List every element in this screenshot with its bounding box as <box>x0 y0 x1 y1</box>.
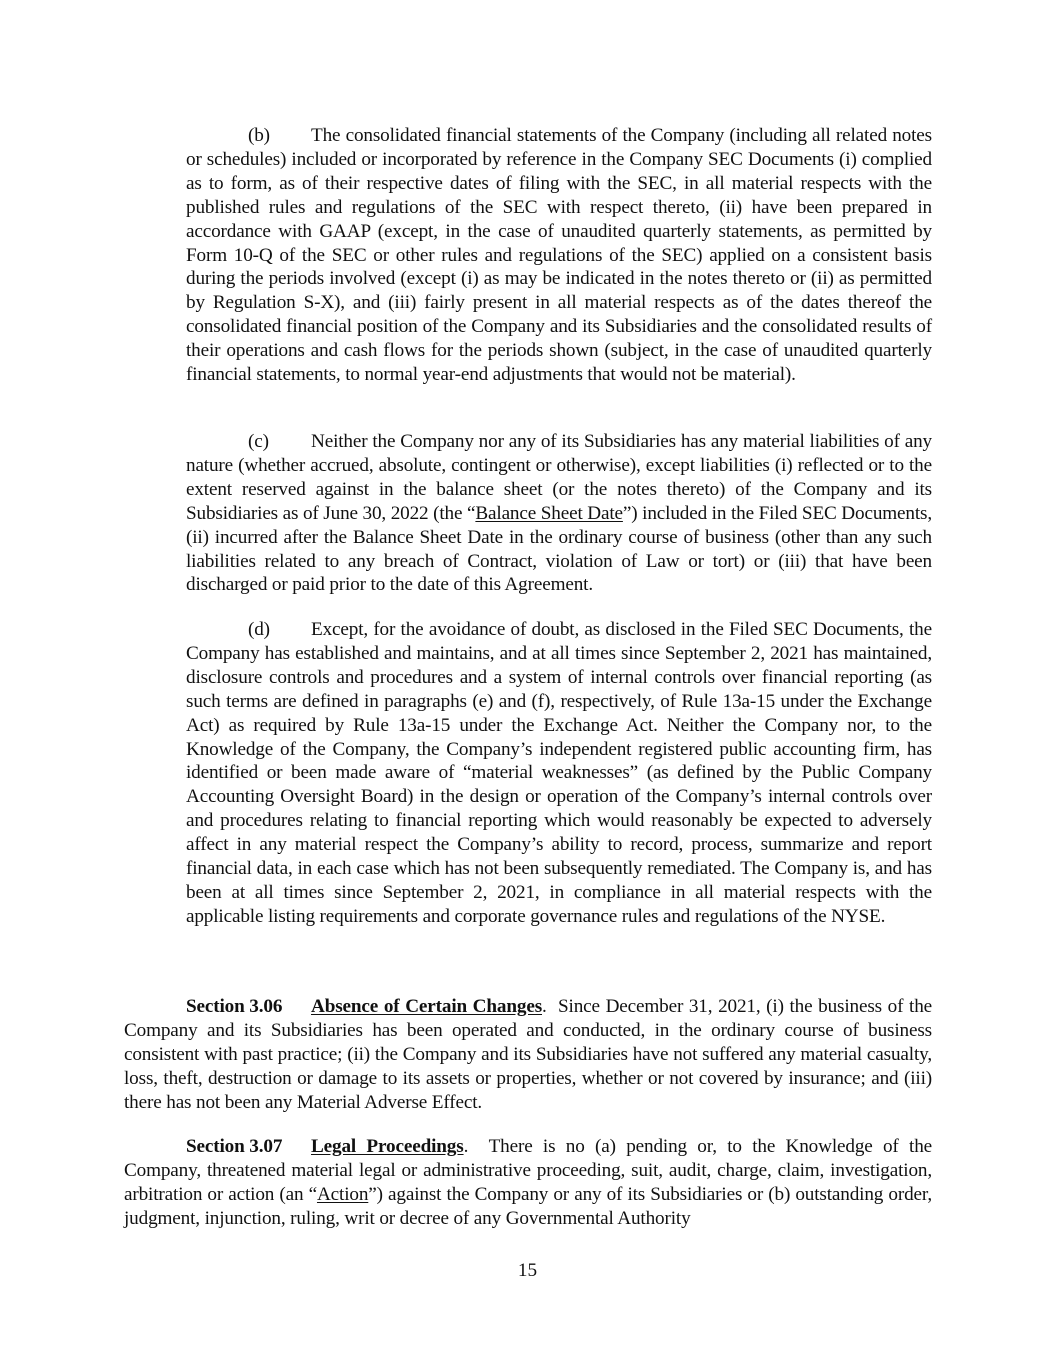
section-3-06-number: Section 3.06 <box>186 996 283 1017</box>
section-3-06-title: Absence of Certain Changes <box>311 996 543 1017</box>
defined-term-action: Action <box>316 1183 369 1205</box>
section-3-07-title-punct: . <box>463 1136 469 1157</box>
paragraph-c <box>186 430 932 597</box>
section-3-06-text: Since December 31, 2021, (i) the business of the Company and its Subsidiaries has been operated and conducted, in the ordinary course of business consistent with past practice; (ii) the Company and its Subsidiaries have not suffered any material casualty, loss, theft, destruction or damage to its assets or properties, whether or not covered by insurance; and (iii) there has not been any Material Adverse Effect. <box>124 996 933 1113</box>
section-3-07-text-before: There is no (a) pending or, to the Knowledge of the Company, threatened material legal or administrative proceeding, suit, audit, charge, claim, investigation, arbitration or action (an “ <box>124 1136 933 1205</box>
paragraph-b <box>186 124 932 387</box>
paragraph-label-b: (b) <box>248 125 270 146</box>
section-3-07-text-after: ”) against the Company or any of its Subsidiaries or (b) outstanding order, judgment, injunction, ruling, writ or decree of any Governmental Authority <box>124 1183 932 1229</box>
section-3-07 <box>124 1135 932 1231</box>
paragraph-label-c: (c) <box>248 431 269 452</box>
page-number: 15 <box>517 1260 538 1281</box>
paragraph-c-text-after: ”) included in the Filed SEC Documents, (ii) incurred after the Balance Sheet Date in the ordinary course of business (other than any such liabilities related to any breach of Contract, violation of Law or tort) or (iii) that have been discharged or paid prior to the date of this Agreement. <box>186 502 933 596</box>
section-3-07-title: Legal Proceedings <box>311 1136 464 1157</box>
paragraph-d <box>186 618 932 929</box>
section-3-06-title-punct: . <box>542 996 547 1017</box>
defined-term-balance-sheet-date: Balance Sheet Date <box>475 502 623 524</box>
paragraph-b-text: The consolidated financial statements of the Company (including all related notes or schedules) included or incorporated by reference in the Company SEC Documents (i) complied as to form, as of their respective dates of filing with the SEC, in all material respects with the published rules and regulations of the SEC with respect thereto, (ii) have been prepared in accordance with GAAP (except, in the case of unaudited quarterly statements, as permitted by Form 10-Q of the SEC or other rules and regulations of the SEC) applied on a consistent basis during the periods involved (except (i) as may be indicated in the notes thereto or (ii) as permitted by Regulation S-X), and (iii) fairly present in all material respects as of the dates thereof the consolidated financial position of the Company and its Subsidiaries and the consolidated results of their operations and cash flows for the periods shown (subject, in the case of unaudited quarterly financial statements, to normal year-end adjustments that would not be material). <box>186 125 932 386</box>
section-3-07-number: Section 3.07 <box>186 1136 283 1157</box>
paragraph-label-d: (d) <box>248 619 270 640</box>
paragraph-d-text: Except, for the avoidance of doubt, as disclosed in the Filed SEC Documents, the Company has established and maintains, and at all times since September 2, 2021 has maintained, disclosure controls and procedures and a system of internal controls over financial reporting (as such terms are defined in paragraphs (e) and (f), respectively, of Rule 13a-15 under the Exchange Act) as required by Rule 13a-15 under the Exchange Act. Neither the Company nor, to the Knowledge of the Company, the Company’s independent registered public accounting firm, has identified or been made aware of “material weaknesses” (as defined by the Public Company Accounting Oversight Board) in the design or operation of the Company’s internal controls over and procedures relating to financial reporting which would reasonably be expected to adversely affect in any material respect the Company’s ability to record, process, summarize and report financial data, in each case which has not been subsequently remediated. The Company is, and has been at all times since September 2, 2021, in compliance in all material respects with the applicable listing requirements and corporate governance rules and regulations of the NYSE. <box>186 619 932 927</box>
section-3-06 <box>124 995 932 1115</box>
paragraph-c-text-before: Neither the Company nor any of its Subsidiaries has any material liabilities of any nature (whether accrued, absolute, contingent or otherwise), except liabilities (i) reflected or to the extent reserved against in the balance sheet (or the notes thereto) of the Company and its Subsidiaries as of June 30, 2022 (the “ <box>186 431 932 524</box>
